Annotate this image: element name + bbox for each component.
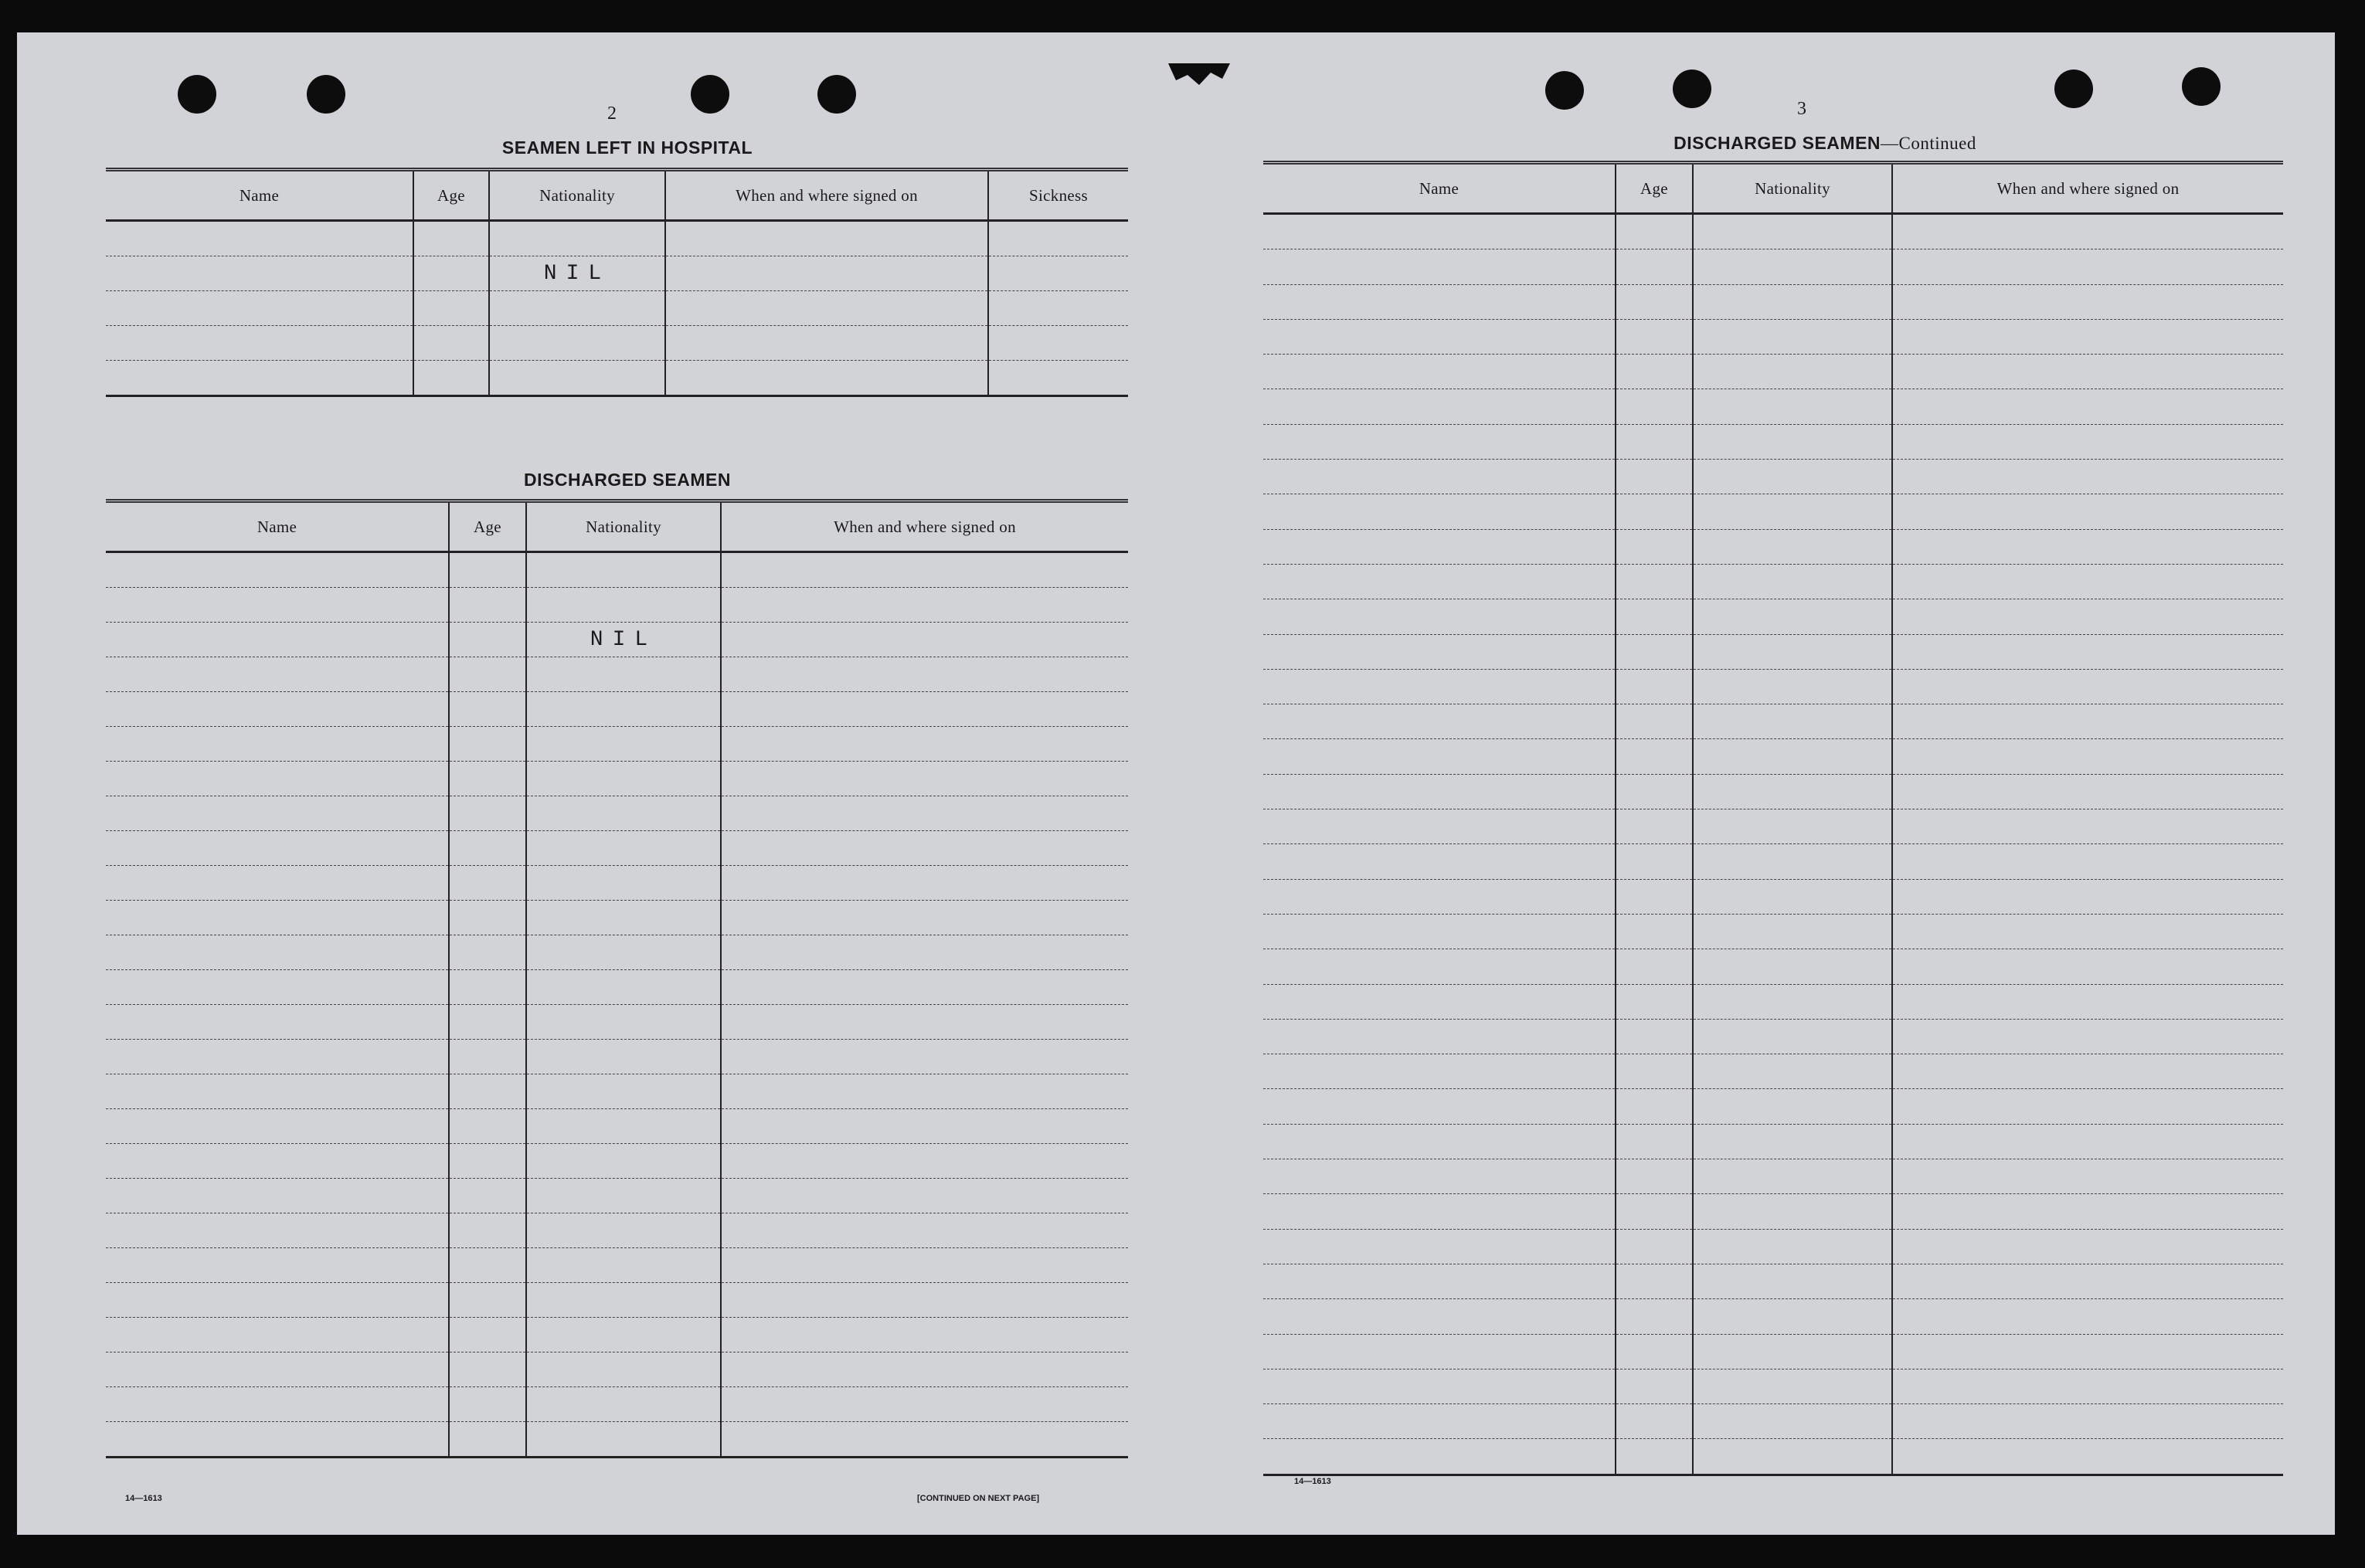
table-row — [1263, 424, 2283, 459]
table-row — [106, 1213, 1128, 1248]
table-row — [106, 1040, 1128, 1074]
table-row — [106, 361, 1128, 396]
table-row — [106, 692, 1128, 727]
hospital-table — [106, 168, 1128, 397]
table-row — [106, 588, 1128, 623]
table-row — [106, 970, 1128, 1005]
table-row — [1263, 1194, 2283, 1229]
table-row — [106, 1422, 1128, 1458]
table-row — [1263, 1299, 2283, 1334]
table-row — [106, 796, 1128, 831]
table-row — [106, 935, 1128, 970]
title-main: DISCHARGED SEAMEN — [1674, 133, 1881, 153]
right-page — [1176, 32, 2335, 1535]
discharged-section-title: DISCHARGED SEAMEN — [524, 470, 731, 490]
table-row — [106, 221, 1128, 256]
table-row — [106, 762, 1128, 796]
form-number: 14—1613 — [1294, 1477, 1331, 1486]
column-header-nationality: Nationality — [526, 501, 721, 552]
column-header-name: Name — [1263, 163, 1616, 214]
table-row — [1263, 774, 2283, 809]
table-row — [1263, 949, 2283, 984]
table-row — [106, 1109, 1128, 1144]
table-row — [106, 623, 1128, 657]
table-row — [1263, 1054, 2283, 1089]
column-header-age: Age — [413, 170, 489, 221]
table-row — [106, 326, 1128, 361]
table-row — [1263, 460, 2283, 494]
page-number: 3 — [1797, 99, 1806, 119]
table-row — [106, 552, 1128, 588]
table-row — [106, 1283, 1128, 1318]
table-row — [1263, 984, 2283, 1019]
table-row — [1263, 634, 2283, 669]
table-row — [1263, 1229, 2283, 1264]
column-header-signed-on: When and where signed on — [665, 170, 988, 221]
column-header-nationality: Nationality — [489, 170, 665, 221]
title-suffix: —Continued — [1881, 134, 1976, 153]
table-row — [106, 1318, 1128, 1352]
table-row — [1263, 599, 2283, 634]
table-row — [1263, 669, 2283, 704]
table-row — [106, 1387, 1128, 1422]
table-row — [106, 657, 1128, 692]
table-row — [1263, 1404, 2283, 1439]
table-header-row — [106, 170, 1128, 221]
nil-entry: NIL — [526, 623, 721, 657]
column-header-signed-on: When and where signed on — [721, 501, 1128, 552]
table-row — [1263, 914, 2283, 949]
table-row — [1263, 564, 2283, 599]
table-row — [1263, 389, 2283, 424]
table-row — [1263, 214, 2283, 249]
column-header-name: Name — [106, 501, 449, 552]
table-row — [1263, 1439, 2283, 1475]
table-row — [1263, 1334, 2283, 1369]
table-row — [106, 1248, 1128, 1283]
table-row — [1263, 284, 2283, 319]
column-header-age: Age — [1616, 163, 1693, 214]
document-sheet — [17, 32, 2335, 1535]
table-row — [106, 256, 1128, 291]
discharged-table — [106, 499, 1128, 1458]
column-header-age: Age — [449, 501, 526, 552]
discharged-continued-table — [1263, 161, 2283, 1476]
table-row — [106, 1144, 1128, 1179]
form-number: 14—1613 — [125, 1494, 162, 1503]
left-page — [17, 32, 1176, 1535]
table-row — [1263, 1369, 2283, 1403]
hospital-section-title: SEAMEN LEFT IN HOSPITAL — [501, 137, 753, 158]
table-row — [106, 1005, 1128, 1040]
table-header-row — [1263, 163, 2283, 214]
column-header-sickness: Sickness — [988, 170, 1128, 221]
table-row — [1263, 494, 2283, 529]
table-row — [1263, 879, 2283, 914]
table-row — [106, 291, 1128, 326]
table-row — [1263, 1089, 2283, 1124]
table-row — [1263, 809, 2283, 844]
table-row — [1263, 844, 2283, 879]
table-row — [1263, 1159, 2283, 1194]
table-row — [106, 1352, 1128, 1387]
table-row — [106, 1074, 1128, 1109]
table-row — [1263, 355, 2283, 389]
page-number: 2 — [607, 104, 617, 124]
table-row — [1263, 739, 2283, 774]
column-header-signed-on: When and where signed on — [1892, 163, 2283, 214]
table-row — [1263, 249, 2283, 284]
table-row — [1263, 1019, 2283, 1054]
table-row — [1263, 1124, 2283, 1159]
table-row — [1263, 1264, 2283, 1298]
table-row — [106, 1179, 1128, 1213]
table-row — [1263, 704, 2283, 739]
table-row — [106, 727, 1128, 762]
discharged-continued-title — [1485, 133, 2165, 154]
table-row — [1263, 319, 2283, 354]
column-header-name: Name — [106, 170, 413, 221]
nil-entry: NIL — [489, 256, 665, 291]
continued-note: [CONTINUED ON NEXT PAGE] — [917, 1494, 1040, 1503]
table-row — [106, 866, 1128, 901]
table-header-row — [106, 501, 1128, 552]
column-header-nationality: Nationality — [1693, 163, 1892, 214]
table-row — [106, 901, 1128, 935]
table-row — [1263, 529, 2283, 564]
table-row — [106, 831, 1128, 866]
